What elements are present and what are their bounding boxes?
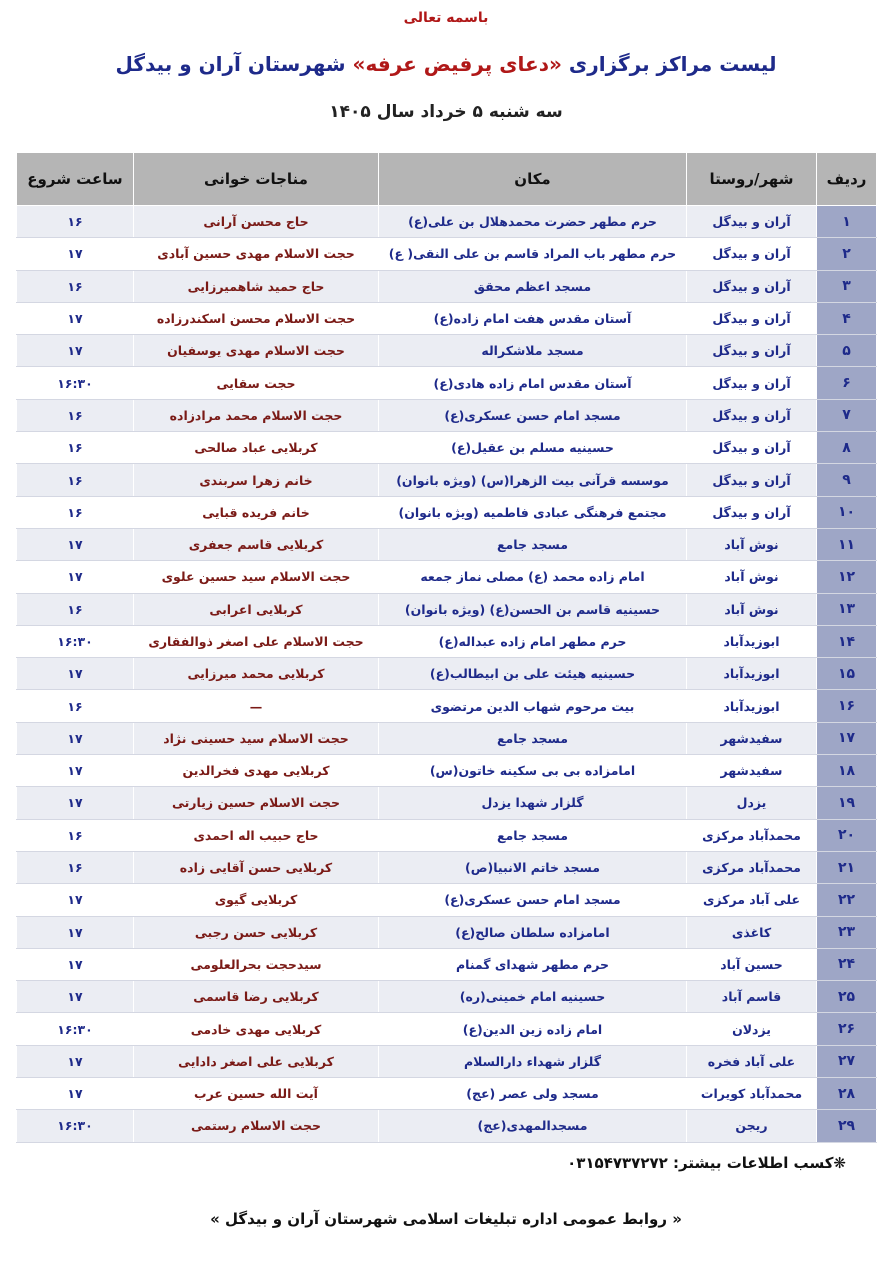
reader-cell: حجت الاسلام علی اصغر ذوالفقاری [134,625,379,657]
place-cell: مسجد خاتم الانبیا(ص) [379,851,687,883]
row-number: ۱۵ [817,658,877,690]
time-cell: ۱۶ [17,819,134,851]
col-header-reader: مناجات خوانی [134,153,379,206]
reader-cell: کربلایی مهدی خادمی [134,1013,379,1045]
city-cell: سفیدشهر [687,722,817,754]
time-cell: ۱۶:۳۰ [17,1013,134,1045]
col-header-city: شهر/روستا [687,153,817,206]
row-number: ۸ [817,432,877,464]
place-cell: حسینیه مسلم بن عقیل(ع) [379,432,687,464]
place-cell: مسجد ملاشکراله [379,335,687,367]
time-cell: ۱۷ [17,302,134,334]
table-row [17,528,877,560]
table-row [17,367,877,399]
city-cell: آران و بیدگل [687,270,817,302]
place-cell: گلزار شهدا یزدل [379,787,687,819]
row-number: ۷ [817,399,877,431]
place-cell: موسسه قرآنی بیت الزهرا(س) (ویژه بانوان) [379,464,687,496]
place-cell: حسینیه امام خمینی(ره) [379,981,687,1013]
place-cell: حرم مطهر حضرت محمدهلال بن علی(ع) [379,206,687,238]
place-cell: مسجد اعظم محقق [379,270,687,302]
reader-cell: حاج حمید شاهمیرزایی [134,270,379,302]
title-highlight: «دعای پرفیض عرفه» [352,52,562,76]
city-cell: یزدل [687,787,817,819]
reader-cell: حجت الاسلام رستمی [134,1110,379,1142]
city-cell: آران و بیدگل [687,432,817,464]
table-row [17,948,877,980]
table-row [17,561,877,593]
city-cell: علی آباد فخره [687,1045,817,1077]
row-number: ۱۱ [817,528,877,560]
place-cell: امام زاده محمد (ع) مصلی نماز جمعه [379,561,687,593]
reader-cell: کربلایی محمد میرزایی [134,658,379,690]
row-number: ۲۲ [817,884,877,916]
reader-cell: کربلایی اعرابی [134,593,379,625]
place-cell: حرم مطهر شهدای گمنام [379,948,687,980]
place-cell: مسجد ولی عصر (عج) [379,1078,687,1110]
table-body [17,206,877,1143]
time-cell: ۱۶ [17,690,134,722]
city-cell: علی آباد مرکزی [687,884,817,916]
row-number: ۴ [817,302,877,334]
row-number: ۱۰ [817,496,877,528]
city-cell: سفیدشهر [687,755,817,787]
table-row [17,1110,877,1142]
time-cell: ۱۷ [17,528,134,560]
time-cell: ۱۶ [17,851,134,883]
reader-cell: حاج محسن آرانی [134,206,379,238]
table-row [17,496,877,528]
time-cell: ۱۶ [17,496,134,528]
table-row [17,690,877,722]
row-number: ۱۴ [817,625,877,657]
place-cell: بیت مرحوم شهاب الدین مرتضوی [379,690,687,722]
row-number: ۱۷ [817,722,877,754]
time-cell: ۱۷ [17,561,134,593]
city-cell: محمدآباد کویرات [687,1078,817,1110]
place-cell: حرم مطهر باب المراد قاسم بن علی النقی( ع) [379,238,687,270]
title-part1: لیست مراکز برگزاری [568,52,777,76]
reader-cell: حجت سقایی [134,367,379,399]
place-cell: امامزاده سلطان صالح(ع) [379,916,687,948]
time-cell: ۱۶ [17,270,134,302]
city-cell: ابوزیدآباد [687,658,817,690]
time-cell: ۱۷ [17,916,134,948]
city-cell: ریجن [687,1110,817,1142]
city-cell: قاسم آباد [687,981,817,1013]
page-title [0,52,892,76]
city-cell: ابوزیدآباد [687,690,817,722]
reader-cell: کربلایی عباد صالحی [134,432,379,464]
reader-cell: حجت الاسلام مهدی حسین آبادی [134,238,379,270]
table-row [17,206,877,238]
reader-cell: سیدحجت بحرالعلومی [134,948,379,980]
row-number: ۱ [817,206,877,238]
place-cell: مسجدالمهدی(عج) [379,1110,687,1142]
row-number: ۹ [817,464,877,496]
reader-cell: حجت الاسلام حسین زیارتی [134,787,379,819]
reader-cell: کربلایی گیوی [134,884,379,916]
table-row [17,787,877,819]
place-cell: گلزار شهداء دارالسلام [379,1045,687,1077]
reader-cell: حجت الاسلام سید حسین علوی [134,561,379,593]
row-number: ۱۹ [817,787,877,819]
place-cell: حسینیه هیئت علی بن ابیطالب(ع) [379,658,687,690]
time-cell: ۱۶ [17,399,134,431]
table-row [17,399,877,431]
city-cell: یزدلان [687,1013,817,1045]
time-cell: ۱۷ [17,238,134,270]
place-cell: مسجد جامع [379,528,687,560]
time-cell: ۱۷ [17,658,134,690]
col-header-rownum: ردیف [817,153,877,206]
reader-cell: کربلایی مهدی فخرالدین [134,755,379,787]
event-date: سه شنبه ۵ خرداد سال ۱۴۰۵ [329,102,563,122]
col-header-place: مکان [379,153,687,206]
reader-cell: کربلایی قاسم جعفری [134,528,379,560]
table-row [17,981,877,1013]
city-cell: آران و بیدگل [687,335,817,367]
time-cell: ۱۷ [17,335,134,367]
table-row [17,1013,877,1045]
table-row [17,916,877,948]
time-cell: ۱۶:۳۰ [17,367,134,399]
city-cell: آران و بیدگل [687,238,817,270]
time-cell: ۱۶ [17,464,134,496]
place-cell: حرم مطهر امام زاده عبداله(ع) [379,625,687,657]
time-cell: ۱۶:۳۰ [17,625,134,657]
place-cell: آستان مقدس امام زاده هادی(ع) [379,367,687,399]
city-cell: آران و بیدگل [687,206,817,238]
place-cell: امام زاده زین الدین(ع) [379,1013,687,1045]
time-cell: ۱۷ [17,1045,134,1077]
city-cell: کاغذی [687,916,817,948]
reader-cell: کربلایی علی اصغر دادایی [134,1045,379,1077]
table-row [17,819,877,851]
table-row [17,302,877,334]
city-cell: محمدآباد مرکزی [687,851,817,883]
row-number: ۲۵ [817,981,877,1013]
city-cell: نوش آباد [687,561,817,593]
place-cell: آستان مقدس هفت امام زاده(ع) [379,302,687,334]
time-cell: ۱۷ [17,981,134,1013]
table-row [17,851,877,883]
table-row [17,432,877,464]
city-cell: آران و بیدگل [687,399,817,431]
time-cell: ۱۶ [17,593,134,625]
reader-cell: — [134,690,379,722]
place-cell: امامزاده بی بی سکینه خاتون(س) [379,755,687,787]
row-number: ۳ [817,270,877,302]
row-number: ۱۸ [817,755,877,787]
reader-cell: خانم فریده قبایی [134,496,379,528]
city-cell: آران و بیدگل [687,367,817,399]
reader-cell: کربلایی حسن آقایی زاده [134,851,379,883]
row-number: ۲۱ [817,851,877,883]
time-cell: ۱۶ [17,206,134,238]
row-number: ۲۳ [817,916,877,948]
table-row [17,1045,877,1077]
row-number: ۶ [817,367,877,399]
place-cell: مسجد امام حسن عسکری(ع) [379,884,687,916]
reader-cell: حجت الاسلام مهدی یوسفیان [134,335,379,367]
row-number: ۱۳ [817,593,877,625]
reader-cell: حاج حبیب اله احمدی [134,819,379,851]
reader-cell: حجت الاسلام محسن اسکندرزاده [134,302,379,334]
table-row [17,658,877,690]
row-number: ۱۶ [817,690,877,722]
time-cell: ۱۷ [17,787,134,819]
city-cell: نوش آباد [687,528,817,560]
place-cell: مسجد جامع [379,722,687,754]
reader-cell: خانم زهرا سربندی [134,464,379,496]
bismillah-line: باسمه تعالی [403,10,489,26]
time-cell: ۱۷ [17,1078,134,1110]
city-cell: ابوزیدآباد [687,625,817,657]
table-row [17,755,877,787]
reader-cell: حجت الاسلام محمد مرادزاده [134,399,379,431]
reader-cell: کربلایی رضا قاسمی [134,981,379,1013]
place-cell: مجتمع فرهنگی عبادی فاطمیه (ویژه بانوان) [379,496,687,528]
table-row [17,238,877,270]
row-number: ۵ [817,335,877,367]
title-part2: شهرستان آران و بیدگل [115,52,346,76]
time-cell: ۱۷ [17,722,134,754]
table-row [17,270,877,302]
row-number: ۲۶ [817,1013,877,1045]
venues-table [16,152,877,1143]
city-cell: آران و بیدگل [687,302,817,334]
table-row [17,625,877,657]
table-row [17,464,877,496]
row-number: ۲۷ [817,1045,877,1077]
row-number: ۲۸ [817,1078,877,1110]
footer-credit: « روابط عمومی اداره تبلیغات اسلامی شهرستان آران و بیدگل » [210,1210,682,1228]
table-row [17,722,877,754]
row-number: ۲۰ [817,819,877,851]
table-row [17,593,877,625]
reader-cell: حجت الاسلام سید حسینی نژاد [134,722,379,754]
reader-cell: کربلایی حسن رجبی [134,916,379,948]
table-row [17,1078,877,1110]
table-row [17,335,877,367]
table-header-row [17,153,877,206]
city-cell: نوش آباد [687,593,817,625]
time-cell: ۱۷ [17,948,134,980]
place-cell: مسجد امام حسن عسکری(ع) [379,399,687,431]
place-cell: حسینیه قاسم بن الحسن(ع) (ویژه بانوان) [379,593,687,625]
time-cell: ۱۷ [17,755,134,787]
row-number: ۲۴ [817,948,877,980]
city-cell: حسین آباد [687,948,817,980]
city-cell: محمدآباد مرکزی [687,819,817,851]
contact-info: ❋کسب اطلاعات بیشتر: ۰۳۱۵۴۷۳۷۲۷۲ [567,1154,846,1172]
row-number: ۲ [817,238,877,270]
time-cell: ۱۶:۳۰ [17,1110,134,1142]
city-cell: آران و بیدگل [687,496,817,528]
row-number: ۱۲ [817,561,877,593]
time-cell: ۱۶ [17,432,134,464]
place-cell: مسجد جامع [379,819,687,851]
row-number: ۲۹ [817,1110,877,1142]
table-row [17,884,877,916]
city-cell: آران و بیدگل [687,464,817,496]
time-cell: ۱۷ [17,884,134,916]
reader-cell: آیت الله حسین عرب [134,1078,379,1110]
col-header-time: ساعت شروع [17,153,134,206]
